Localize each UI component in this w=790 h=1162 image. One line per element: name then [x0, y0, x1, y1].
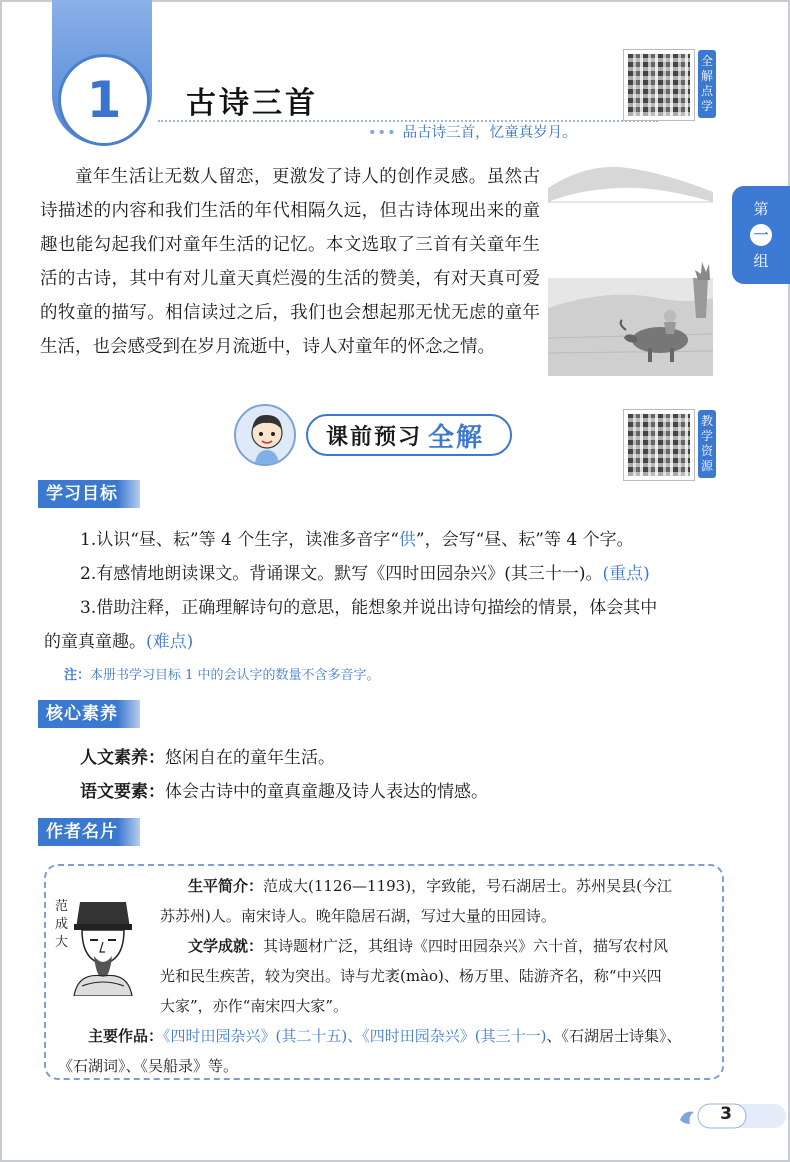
qr-code-icon-2[interactable] [624, 410, 694, 480]
qr-code-icon[interactable] [624, 50, 694, 120]
works-line-2: 《石湖词》、《吴船录》等。 [58, 1057, 239, 1075]
ach-label: 文学成就： [188, 937, 264, 955]
core-heading: 核心素养 [38, 700, 140, 728]
lesson-number: 1 [86, 71, 122, 129]
goal-2-text: 2.有感情地朗读课文。背诵课文。默写《四时田园杂兴》(其三十一)。 [80, 564, 603, 584]
leaf-icon [680, 1112, 694, 1124]
note-label: 注： [64, 668, 91, 683]
core-row-1-label: 人文素养： [80, 748, 165, 768]
works-label: 主要作品： [88, 1027, 164, 1045]
portrait-name-char-3: 大 [55, 935, 69, 950]
ach-line-1 [188, 932, 708, 960]
qr-tag-teaching: 教学资源 [698, 410, 716, 478]
boy-avatar-icon [234, 404, 296, 466]
ach-line-2: 光和民生疾苦，较为突出。诗与尤袤(mào)、杨万里、陆游齐名，称“中兴四 [160, 967, 662, 985]
page-number: 3 [720, 1104, 732, 1124]
subtitle-text: 品古诗三首，忆童真岁月。 [402, 125, 577, 141]
works-rest: 、《石湖居士诗集》、 [546, 1027, 682, 1045]
intro-paragraph: 童年生活让无数人留恋，更激发了诗人的创作灵感。虽然古诗描述的内容和我们生活的年代相隔久远，但古诗体现出来的童趣也能勾起我们对童年生活的记忆。本文选取了三首有关童年生活的古诗，其中有对儿童天真烂漫的生活的赞美，有对天真可爱的牧童的描写。相信读过之后，我们也会想起那无忧无虑的童年生活，也会感受到在岁月流逝中，诗人对童年的怀念之情。 [40, 167, 540, 357]
goal-1-text-b: ”，会写“昼、耘”等 4 个字。 [415, 530, 634, 550]
preview-banner [230, 404, 530, 464]
goal-3-line-1: 3.借助注释，正确理解诗句的意思，能想象并说出诗句描绘的情景，体会其中 [80, 598, 658, 618]
preview-label-b: 全解 [428, 422, 485, 453]
lesson-title: 古诗三首 [186, 86, 318, 121]
portrait-name [55, 899, 72, 950]
author-heading: 作者名片 [38, 818, 140, 846]
lesson-subtitle [368, 121, 577, 142]
goal-3-line-2 [44, 628, 193, 656]
goal-3-text-b: 的童真童趣。 [44, 632, 146, 652]
note-text: 本册书学习目标 1 中的会认字的数量不含多音字。 [90, 668, 380, 683]
portrait-name-char-1: 范 [55, 899, 69, 914]
bio-line-2: 苏苏州)人。南宋诗人。晚年隐居石湖，写过大量的田园诗。 [160, 907, 556, 925]
goal-1-text-a: 1.认识“昼、耘”等 4 个生字，读准多音字“ [80, 530, 399, 550]
portrait-name-char-2: 成 [55, 917, 69, 932]
core-row-1-text: 悠闲自在的童年生活。 [165, 748, 335, 768]
bio-label: 生平简介： [188, 877, 264, 895]
core-row-2-label: 语文要素： [80, 782, 165, 802]
core-row-1 [80, 744, 335, 772]
works-highlight: 《四时田园杂兴》(其二十五)、《四时田园杂兴》(其三十一) [163, 1027, 547, 1045]
lesson-number-badge [58, 54, 150, 146]
landscape-illustration [548, 158, 713, 376]
qr-tag-top: 全解点学 [698, 50, 716, 118]
goal-2 [80, 560, 650, 588]
side-tab-top: 第 [753, 200, 769, 218]
dots-icon: ••• [368, 125, 397, 141]
works-line-1 [88, 1022, 681, 1050]
goals-heading: 学习目标 [38, 480, 140, 508]
side-tab-number: 一 [750, 224, 772, 246]
preview-label-a: 课前预习 [326, 424, 423, 450]
goals-note [64, 664, 380, 683]
bio-text-1: 范成大(1126—1193)，字致能，号石湖居士。苏州吴县(今江 [263, 877, 672, 895]
ach-line-3: 大家”，亦作“南宋四大家”。 [160, 997, 349, 1015]
goal-1 [80, 526, 634, 554]
author-portrait [52, 876, 152, 996]
side-tab-bottom: 组 [753, 252, 769, 270]
bio-line-1 [188, 872, 708, 900]
goal-3-key-tag: (难点) [146, 632, 194, 652]
preview-label [306, 414, 512, 456]
core-row-2 [80, 778, 488, 806]
goal-2-key-tag: (重点) [602, 564, 650, 584]
core-row-2-text: 体会古诗中的童真童趣及诗人表达的情感。 [165, 782, 488, 802]
unit-side-tab [732, 186, 790, 284]
goal-1-highlight: 供 [398, 530, 416, 550]
ach-text-1: 其诗题材广泛，其组诗《四时田园杂兴》六十首，描写农村风 [263, 937, 669, 955]
